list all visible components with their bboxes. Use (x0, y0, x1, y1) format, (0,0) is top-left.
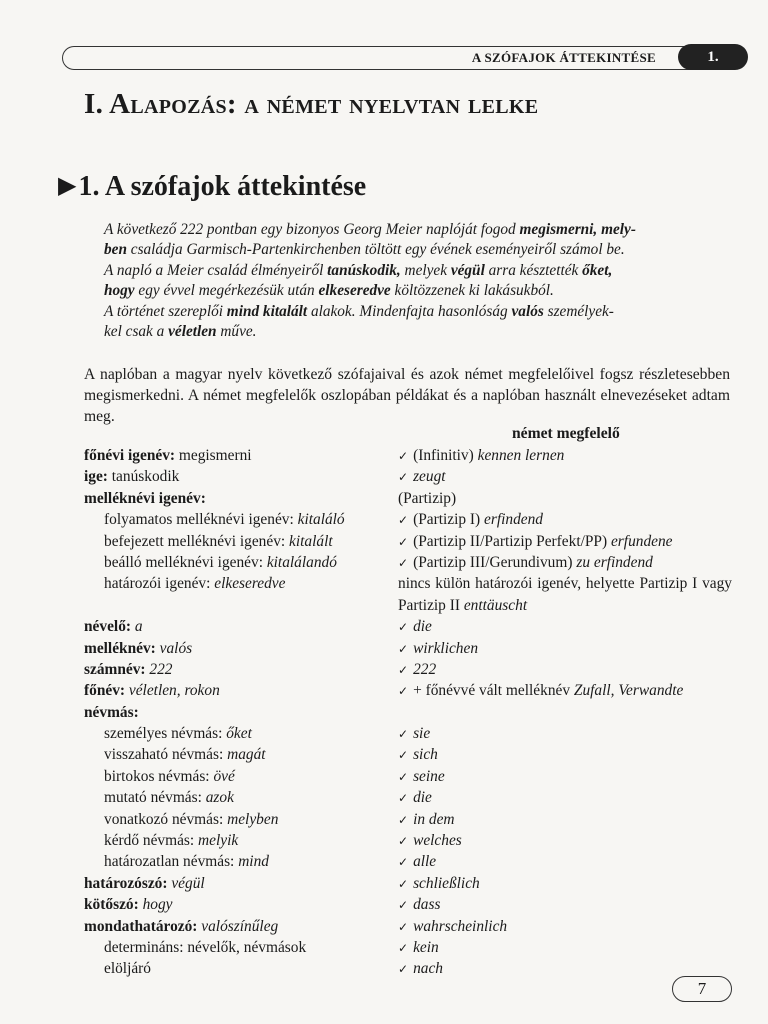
word-class-row (84, 680, 744, 701)
word-class-row (84, 787, 744, 808)
text-run: kennen lernen (477, 447, 565, 464)
intro-line (104, 322, 726, 342)
german-equivalent (398, 466, 446, 488)
text-run: erfundene (610, 532, 673, 550)
word-class-row (84, 851, 744, 872)
german-equivalent (398, 531, 673, 553)
hungarian-term (84, 638, 192, 659)
text-run: elkeseredve (318, 282, 391, 300)
hungarian-term (84, 916, 278, 937)
german-equivalent (398, 958, 443, 980)
text-run: 222 (145, 660, 173, 678)
intro-line (104, 261, 726, 281)
checkmark-icon: ✓ (398, 534, 409, 549)
text-run: névelő: (84, 618, 132, 636)
text-run: dass (413, 896, 441, 914)
text-run: végül (167, 874, 205, 892)
word-class-row (84, 937, 744, 958)
hungarian-term (84, 466, 179, 487)
german-equivalent (398, 873, 480, 895)
text-run: elkeseredve (214, 575, 286, 593)
text-run: kitalált (289, 532, 333, 550)
checkmark-icon: ✓ (398, 791, 409, 806)
hungarian-term (104, 809, 278, 830)
text-run: alle (413, 853, 437, 871)
hungarian-term (104, 830, 238, 851)
hungarian-term (84, 702, 139, 723)
text-run: die (413, 789, 432, 807)
hungarian-term (84, 894, 172, 915)
text-run: sie (413, 725, 431, 743)
text-run: wirklichen (413, 639, 479, 657)
text-run: költözzenek ki lakásukból. (390, 282, 554, 300)
word-class-row (84, 916, 744, 937)
text-run: övé (213, 767, 235, 785)
text-run: A napló a Meier család élményeiről (104, 261, 328, 279)
text-run: enttäuscht (463, 596, 528, 614)
word-class-row (84, 744, 744, 765)
german-equivalent (398, 445, 564, 467)
text-run: tanúskodik (107, 468, 180, 486)
text-run: in dem (413, 810, 455, 828)
text-run: mutató névmás: (104, 789, 206, 807)
text-run: egy évvel megérkezésük után (134, 282, 319, 300)
intro-line (104, 302, 726, 322)
text-run: sich (413, 746, 438, 764)
word-class-row (84, 531, 744, 552)
text-run: + főnévvé vált melléknév (413, 682, 574, 700)
word-class-row (84, 702, 744, 723)
chapter-title: I. Alapozás: a német nyelvtan lelke (84, 88, 539, 120)
text-run: ige: (84, 468, 108, 486)
text-run: őket (226, 725, 252, 743)
german-equivalent (398, 616, 432, 638)
text-run: valós (155, 639, 193, 657)
text-run: birtokos névmás: (104, 767, 214, 785)
text-run: családja Garmisch-Partenkirchenben töltött egy évének eseményeiről számol be. (126, 241, 625, 259)
german-equivalent (398, 552, 653, 574)
text-run: határozói igenév: (104, 575, 215, 593)
text-run: végül (450, 261, 485, 279)
text-run: valós (511, 302, 544, 320)
hungarian-term (104, 937, 306, 958)
hungarian-term (84, 616, 143, 637)
text-run: welches (413, 832, 462, 850)
word-class-row (84, 894, 744, 915)
text-run: nach (413, 960, 443, 978)
text-run: kérdő névmás: (104, 832, 199, 850)
checkmark-icon: ✓ (398, 555, 409, 570)
text-run: vonatkozó névmás: (104, 810, 228, 828)
text-run: kitalálandó (266, 553, 337, 571)
text-run: névmás: (84, 703, 139, 721)
word-class-row (84, 809, 744, 830)
text-run: kitaláló (297, 511, 345, 529)
checkmark-icon: ✓ (398, 684, 409, 699)
text-run: valószínűleg (197, 917, 279, 935)
german-equivalent (398, 766, 445, 788)
text-run: ben (104, 241, 127, 259)
checkmark-icon: ✓ (398, 620, 409, 635)
text-run: 222 (413, 660, 437, 678)
hungarian-term (84, 659, 173, 680)
text-run: melyek (400, 261, 451, 279)
word-class-row (84, 573, 744, 616)
hungarian-term (84, 445, 252, 466)
running-header (62, 44, 748, 72)
text-run: melléknév: (84, 639, 156, 657)
text-run: kel csak a (104, 323, 169, 341)
hungarian-term (104, 958, 151, 979)
checkmark-icon: ✓ (398, 941, 409, 955)
checkmark-icon: ✓ (398, 876, 409, 891)
hungarian-term (104, 744, 266, 765)
text-run: mondathatározó: (84, 917, 198, 935)
text-run: hogy (138, 896, 173, 914)
checkmark-icon: ✓ (398, 898, 409, 913)
text-run: véletlen (168, 323, 217, 341)
german-equivalent (398, 680, 683, 702)
text-run: zu erfindend (576, 553, 653, 571)
text-run: mind (238, 853, 269, 871)
word-class-row (84, 488, 744, 509)
word-class-row (84, 830, 744, 851)
hungarian-term (104, 723, 252, 744)
text-run: személyes névmás: (104, 725, 227, 743)
german-equivalent (398, 573, 732, 616)
text-run: magát (227, 746, 266, 764)
checkmark-icon: ✓ (398, 727, 409, 742)
word-class-row (84, 766, 744, 787)
text-run: a (131, 618, 143, 636)
text-run: határozószó: (84, 874, 168, 892)
hungarian-term (104, 531, 333, 552)
text-run: főnév: (84, 682, 126, 700)
text-run: őket, (582, 261, 613, 279)
intro-line (104, 281, 726, 301)
text-run: melyik (198, 832, 239, 850)
checkmark-icon: ✓ (398, 769, 409, 784)
hungarian-term (104, 787, 234, 808)
word-class-row (84, 616, 744, 637)
checkmark-icon: ✓ (398, 919, 409, 934)
text-run: kötőszó: (84, 896, 139, 914)
text-run: elöljáró (104, 960, 152, 978)
intro-line (104, 240, 726, 260)
german-equivalent (398, 916, 507, 938)
text-run: wahrscheinlich (413, 917, 508, 935)
text-run: megismerni (175, 447, 252, 464)
text-run: nincs külön határozói igenév, helyette Partizip I vagy Partizip II (398, 575, 732, 614)
text-run: befejezett melléknévi igenév: (104, 532, 290, 550)
chapter-number-badge: 1. (678, 44, 748, 70)
checkmark-icon: ✓ (398, 962, 409, 977)
word-class-row (84, 445, 744, 466)
section-title (58, 170, 366, 203)
text-run: seine (413, 767, 445, 785)
text-run: véletlen, rokon (125, 682, 220, 700)
german-equivalent (398, 809, 455, 831)
text-run: schließlich (413, 874, 480, 892)
hungarian-term (84, 873, 205, 894)
text-run: műve. (216, 323, 257, 341)
text-run: hogy (104, 282, 135, 300)
checkmark-icon: ✓ (398, 662, 409, 677)
text-run: determináns: névelők, névmások (104, 939, 307, 956)
checkmark-icon: ✓ (398, 470, 409, 485)
page-number: 7 (672, 976, 732, 1002)
text-run: (Partizip III/Gerundivum) (413, 553, 577, 571)
intro-paragraph (104, 220, 726, 342)
checkmark-icon: ✓ (398, 855, 409, 870)
hungarian-term (104, 851, 269, 872)
hungarian-term (84, 488, 206, 509)
triangle-marker-icon: ▶ (58, 173, 77, 199)
text-run: azok (205, 789, 234, 807)
text-run: melléknévi igenév: (84, 489, 206, 507)
running-title: A SZÓFAJOK ÁTTEKINTÉSE (471, 50, 656, 65)
text-run: megismerni, mely- (519, 221, 636, 238)
hungarian-term (104, 573, 285, 594)
text-run: folyamatos melléknévi igenév: (104, 511, 298, 529)
word-class-row (84, 659, 744, 680)
text-run: (Partizip) (398, 489, 457, 507)
checkmark-icon: ✓ (398, 812, 409, 827)
checkmark-icon: ✓ (398, 834, 409, 849)
text-run: visszaható névmás: (104, 746, 228, 764)
section-title-text: 1. A szófajok áttekintése (78, 171, 367, 202)
text-run: A történet szereplői (104, 302, 227, 320)
text-run: számnév: (84, 660, 146, 678)
text-run: erfindend (484, 511, 544, 529)
german-equivalent (398, 851, 436, 873)
text-run: Zufall, Verwandte (573, 682, 684, 700)
german-equivalent (398, 830, 462, 852)
german-equivalent (398, 744, 438, 766)
text-run: főnévi igenév: (84, 447, 176, 464)
hungarian-term (104, 766, 235, 787)
text-run: határozatlan névmás: (104, 853, 239, 871)
word-class-row (84, 509, 744, 530)
intro-line (104, 220, 726, 240)
word-class-list (84, 445, 744, 980)
hungarian-term (104, 509, 345, 530)
text-run: zeugt (413, 468, 446, 486)
text-run: A következő 222 pontban egy bizonyos Georg Meier naplóját fogod (104, 221, 520, 238)
text-run: (Partizip II/Partizip Perfekt/PP) (413, 532, 611, 550)
word-class-row (84, 466, 744, 487)
text-run: (Infinitiv) (413, 447, 478, 464)
body-paragraph: A naplóban a magyar nyelv következő szófajaival és azok német megfelelőivel fogsz részletesebben megismerkedni. A német megfelelők oszlopában példákat és a naplóban használt elnevezéseket adtam meg. (84, 366, 730, 425)
german-equivalent (398, 509, 543, 531)
word-class-row (84, 552, 744, 573)
text-run: tanúskodik, (327, 261, 401, 279)
german-equivalent (398, 638, 478, 660)
german-equivalent (398, 937, 439, 959)
text-run: mind kitalált (226, 302, 308, 320)
german-equivalent (398, 787, 432, 809)
text-run: alakok. Mindenfajta hasonlóság (307, 302, 512, 320)
word-class-row (84, 873, 744, 894)
word-class-row (84, 723, 744, 744)
text-run: személyek- (543, 302, 614, 320)
text-run: kein (413, 939, 439, 956)
hungarian-term (84, 680, 220, 701)
checkmark-icon: ✓ (398, 449, 409, 463)
german-equivalent (398, 488, 456, 509)
german-equivalent (398, 894, 440, 916)
checkmark-icon: ✓ (398, 748, 409, 763)
german-equivalent (398, 659, 436, 681)
checkmark-icon: ✓ (398, 641, 409, 656)
text-run: melyben (227, 810, 279, 828)
hungarian-term (104, 552, 337, 573)
column-header: német megfelelő (512, 425, 620, 442)
word-class-row (84, 638, 744, 659)
checkmark-icon: ✓ (398, 513, 409, 528)
text-run: die (413, 618, 432, 636)
text-run: beálló melléknévi igenév: (104, 553, 267, 571)
text-run: (Partizip I) (413, 511, 485, 529)
word-class-row (84, 958, 744, 979)
text-run: arra késztették (484, 261, 583, 279)
german-equivalent (398, 723, 430, 745)
